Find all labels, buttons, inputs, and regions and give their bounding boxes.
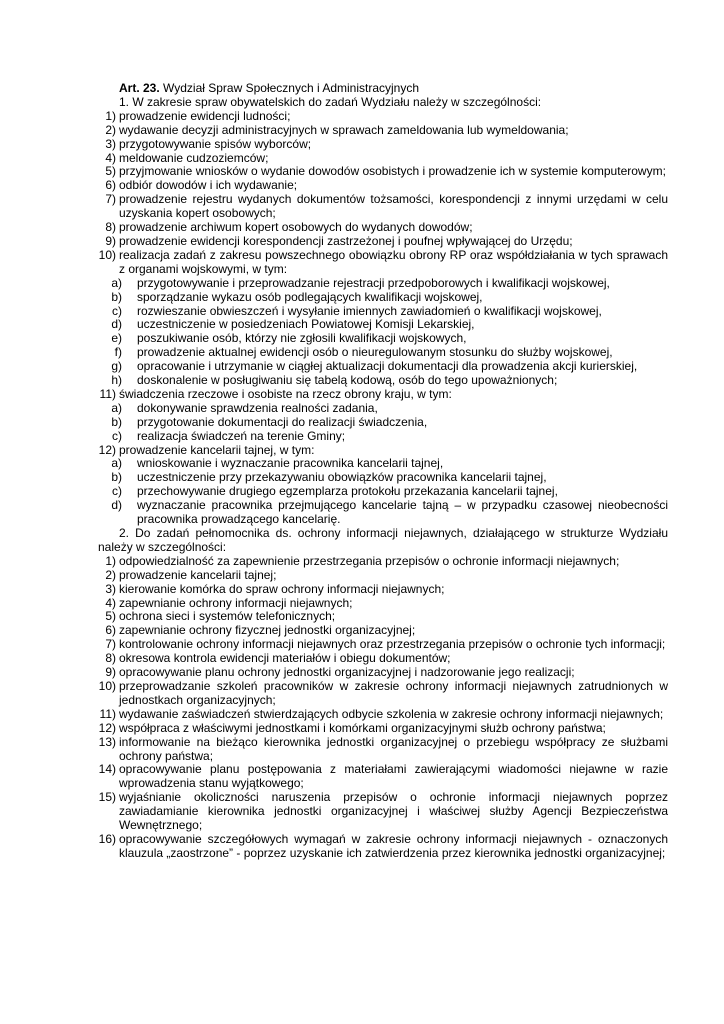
list-text: opracowywanie planu postępowania z materiałami zawierającymi wiadomości niejawne w razie wprowadzenia stanu wyjątkowego; (119, 762, 668, 791)
list-text: przygotowanie dokumentacji do realizacji świadczenia, (137, 414, 428, 429)
list-text: współpraca z właściwymi jednostkami i komórkami organizacyjnymi służb ochrony państwa; (119, 720, 606, 735)
list-item (98, 152, 668, 166)
list-text: kontrolowanie ochrony informacji niejawnych oraz przestrzegania przepisów o ochronie tych informacji; (119, 637, 666, 652)
list-text: ochrona sieci i systemów telefonicznych; (119, 609, 336, 624)
list-number: b) (111, 414, 122, 429)
list-number: 8) (105, 651, 116, 666)
sublist-item (98, 318, 668, 332)
list-text: dokonywanie sprawdzenia realności zadania, (137, 400, 378, 415)
list-text: opracowywanie planu ochrony jednostki organizacyjnej i nadzorowanie jego realizacji; (119, 665, 575, 680)
list-number: 15) (98, 790, 116, 805)
list-number: 1) (105, 108, 116, 123)
sublist-item (98, 430, 668, 444)
list-text: okresowa kontrola ewidencji materiałów i obiegu dokumentów; (119, 651, 451, 666)
list-text: świadczenia rzeczowe i osobiste na rzecz obrony kraju, w tym: (119, 386, 452, 401)
sublist-item (98, 485, 668, 499)
list-number: 3) (105, 581, 116, 596)
list-item (98, 736, 668, 764)
list-number: b) (111, 470, 122, 485)
list-text: przygotowywanie i przeprowadzanie rejestracji przedpoborowych i kwalifikacji wojskowej, (137, 275, 610, 290)
list-item (98, 791, 668, 833)
list-text: wydawanie zaświadczeń stwierdzających odbycie szkolenia w zakresie ochrony informacji niejawnych; (119, 706, 664, 721)
list-text: przechowywanie drugiego egzemplarza protokołu przekazania kancelarii tajnej, (137, 484, 558, 499)
list-number: 8) (105, 220, 116, 235)
list-number: 2) (105, 122, 116, 137)
list-text: prowadzenie kancelarii tajnej, w tym: (119, 442, 315, 457)
sublist-item (98, 360, 668, 374)
list-text: wnioskowanie i wyznaczanie pracownika kancelarii tajnej, (137, 456, 444, 471)
list-number: c) (112, 428, 122, 443)
list-text: doskonalenie w posługiwaniu się tabelą kodową, osób do tego upoważnionych; (137, 373, 558, 388)
list-number: 11) (99, 386, 116, 401)
list-number: 1) (105, 553, 116, 568)
list-item (98, 763, 668, 791)
list-text: przygotowywanie spisów wyborców; (119, 136, 312, 151)
list-item (98, 138, 668, 152)
list-number: a) (111, 456, 122, 471)
list-number: d) (111, 498, 122, 513)
list-text: informowanie na bieżąco kierownika jednostki organizacyjnej o przebiegu współpracy ze służbami ochrony państwa; (119, 734, 668, 763)
list-text: uczestniczenie w posiedzeniach Powiatowej Komisji Lekarskiej, (137, 317, 475, 332)
list-item (98, 638, 668, 652)
list-number: 7) (105, 192, 116, 207)
list-item-11 (98, 388, 668, 402)
sublist-item (98, 332, 668, 346)
list-number: c) (112, 303, 122, 318)
document-page (98, 82, 668, 861)
list-text: prowadzenie archiwum kopert osobowych do wydanych dowodów; (119, 220, 473, 235)
list-number: 7) (105, 637, 116, 652)
list-number: 10) (98, 247, 116, 262)
list-number: 11) (99, 706, 116, 721)
list-text: prowadzenie rejestru wydanych dokumentów tożsamości, korespondencji z innymi urzędami w celu uzyskania kopert osobowych; (119, 192, 668, 221)
list-item (98, 193, 668, 221)
sublist-item (98, 471, 668, 485)
list-item (98, 124, 668, 138)
list-text: rozwieszanie obwieszczeń i wysyłanie imiennych zawiadomień o kwalifikacji wojskowej, (137, 303, 602, 318)
list-text: realizacja świadczeń na terenie Gminy; (137, 428, 346, 443)
list-number: f) (114, 345, 122, 360)
list-text: przyjmowanie wniosków o wydanie dowodów osobistych i prowadzenie ich w systemie komputerowym; (119, 164, 666, 179)
list-number: d) (111, 317, 122, 332)
list-item (98, 833, 668, 861)
list-text: wyznaczanie pracownika przejmującego kancelarie tajną – w przypadku czasowej nieobecności pracownika prowadzącego kancelarię. (137, 498, 668, 527)
list-item (98, 666, 668, 680)
list-text: opracowanie i utrzymanie w ciągłej aktualizacji dokumentacji dla prowadzenia akcji kurierskiej, (137, 359, 638, 374)
list-text: wyjaśnianie okoliczności naruszenia przepisów o ochronie informacji niejawnych poprzez zawiadamianie kierownika jednostki organizacyjnej i właściwej służby Agencji Bezpieczeństwa Wewnętrznego; (119, 790, 668, 833)
list-number: 14) (98, 762, 116, 777)
list-number: a) (111, 400, 122, 415)
list-text: zapewnianie ochrony fizycznej jednostki organizacyjnej; (119, 623, 416, 638)
list-item (98, 221, 668, 235)
list-number: 10) (98, 678, 116, 693)
list-item (98, 165, 668, 179)
list-number: 3) (105, 136, 116, 151)
list-number: 12) (98, 720, 116, 735)
list-text: kierowanie komórka do spraw ochrony informacji niejawnych; (119, 581, 445, 596)
list-text: prowadzenie ewidencji ludności; (119, 108, 291, 123)
sublist-item-10 (98, 277, 668, 388)
list-section-2 (98, 555, 668, 861)
list-text: prowadzenie ewidencji korespondencji zastrzeżonej i poufnej wpływającej do Urzędu; (119, 233, 573, 248)
list-section-1 (98, 110, 668, 277)
list-number: c) (112, 484, 122, 499)
sublist-item-11 (98, 402, 668, 444)
list-item (98, 249, 668, 277)
list-number: b) (111, 289, 122, 304)
list-item (98, 624, 668, 638)
sublist-item (98, 402, 668, 416)
article-number: Art. 23. (119, 81, 160, 95)
list-text: odpowiedzialność za zapewnienie przestrzegania przepisów o ochronie informacji niejawnych; (119, 553, 620, 568)
list-item (98, 569, 668, 583)
list-item (98, 110, 668, 124)
list-text: poszukiwanie osób, którzy nie zgłosili kwalifikacji wojskowych, (137, 331, 467, 346)
list-item (98, 722, 668, 736)
list-number: 4) (105, 150, 116, 165)
sublist-item (98, 457, 668, 471)
paragraph-1: 1. W zakresie spraw obywatelskich do zadań Wydziału należy w szczególności: (119, 94, 542, 109)
list-item (98, 680, 668, 708)
list-number: 4) (105, 595, 116, 610)
list-item (98, 444, 668, 458)
article-title: Wydział Spraw Społecznych i Administracyjnych (159, 81, 420, 95)
sublist-item (98, 374, 668, 388)
list-item (98, 235, 668, 249)
article-heading (98, 82, 668, 96)
list-number: 6) (105, 623, 116, 638)
list-number: 2) (105, 567, 116, 582)
list-item (98, 583, 668, 597)
sublist-item (98, 416, 668, 430)
list-item (98, 652, 668, 666)
list-number: g) (111, 359, 122, 374)
list-number: 9) (105, 233, 116, 248)
list-text: wydawanie decyzji administracyjnych w sprawach zameldowania lub wymeldowania; (119, 122, 569, 137)
list-number: 16) (98, 831, 116, 846)
list-number: a) (111, 275, 122, 290)
sublist-item (98, 305, 668, 319)
list-text: uczestniczenie przy przekazywaniu obowiązków pracownika kancelarii tajnej, (137, 470, 547, 485)
list-number: 12) (98, 442, 116, 457)
list-number: h) (111, 373, 122, 388)
sublist-item (98, 291, 668, 305)
list-text: realizacja zadań z zakresu powszechnego obowiązku obrony RP oraz współdziałania w tych sprawach z organami wojskowymi, w tym: (119, 247, 668, 276)
list-number: 13) (98, 734, 116, 749)
list-number: 6) (105, 178, 116, 193)
sublist-item (98, 499, 668, 527)
list-number: 5) (105, 164, 116, 179)
list-number: e) (111, 331, 122, 346)
list-item-12 (98, 444, 668, 458)
list-item (98, 179, 668, 193)
list-text: przeprowadzanie szkoleń pracowników w zakresie ochrony informacji niejawnych zatrudnionych w jednostkach organizacyjnych; (119, 678, 668, 707)
list-number: 5) (105, 609, 116, 624)
list-text: opracowywanie szczegółowych wymagań w zakresie ochrony informacji niejawnych - oznaczonych klauzula „zaostrzone” - poprzez uzyskanie ich zatwierdzenia przez kierownika jednostki organizacyjnej; (119, 831, 668, 860)
list-item (98, 610, 668, 624)
list-item (98, 597, 668, 611)
list-item (98, 555, 668, 569)
list-text: odbiór dowodów i ich wydawanie; (119, 178, 298, 193)
list-text: meldowanie cudzoziemców; (119, 150, 269, 165)
sublist-item (98, 277, 668, 291)
list-text: sporządzanie wykazu osób podlegających kwalifikacji wojskowej, (137, 289, 483, 304)
list-number: 9) (105, 665, 116, 680)
sublist-item-12 (98, 457, 668, 527)
sublist-item (98, 346, 668, 360)
list-text: zapewnianie ochrony informacji niejawnych; (119, 595, 353, 610)
list-item (98, 388, 668, 402)
paragraph-2: 2. Do zadań pełnomocnika ds. ochrony informacji niejawnych, działającego w strukturze Wydziału należy w szczególności: (98, 526, 668, 554)
list-item (98, 708, 668, 722)
list-text: prowadzenie aktualnej ewidencji osób o nieuregulowanym stosunku do służby wojskowej, (137, 345, 613, 360)
list-text: prowadzenie kancelarii tajnej; (119, 567, 277, 582)
